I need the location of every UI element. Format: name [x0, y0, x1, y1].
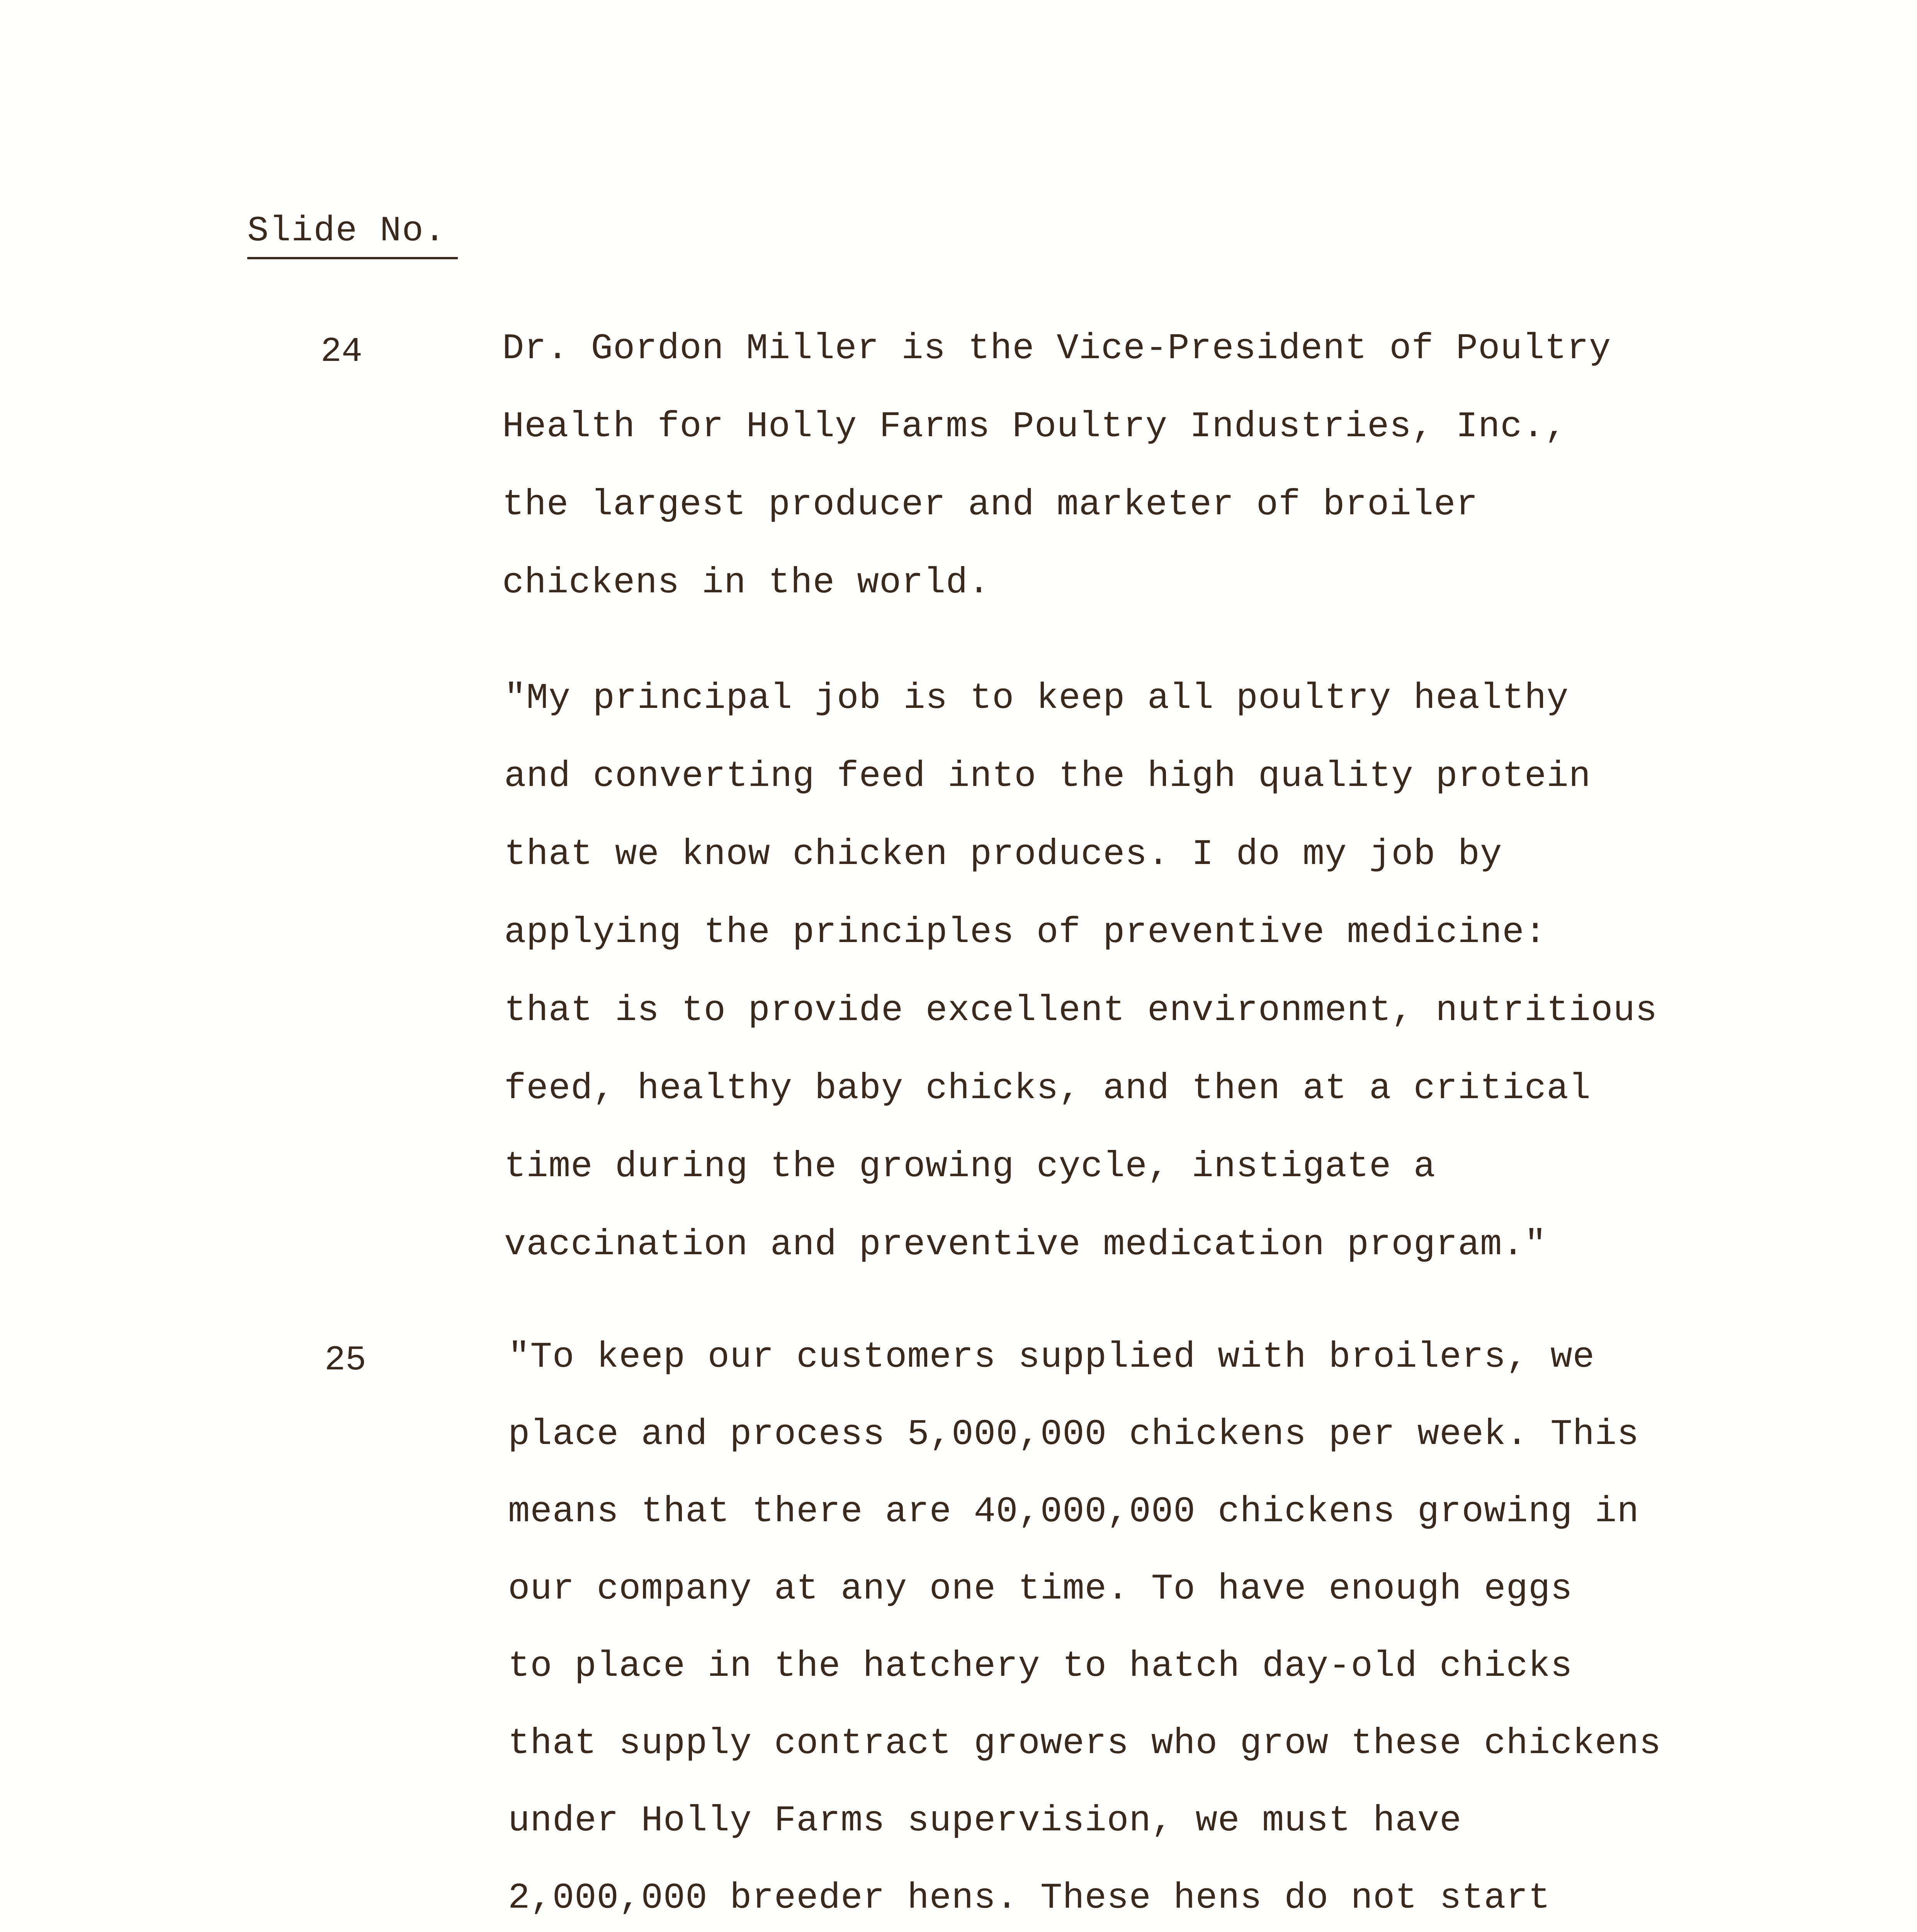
text-line: applying the principles of preventive medicine: — [504, 912, 1547, 953]
text-line: "To keep our customers supplied with broilers, we — [508, 1337, 1595, 1378]
text-line: feed, healthy baby chicks, and then at a critical — [504, 1068, 1591, 1109]
header-underline — [247, 257, 458, 259]
text-line: vaccination and preventive medication program." — [504, 1225, 1547, 1265]
text-line: 2,000,000 breeder hens. These hens do not start — [508, 1878, 1551, 1919]
text-line: our company at any one time. To have enough eggs — [508, 1569, 1573, 1610]
slide-number-25: 25 — [325, 1341, 367, 1380]
text-line: means that there are 40,000,000 chickens growing in — [508, 1492, 1639, 1532]
text-line: the largest producer and marketer of broiler — [502, 485, 1479, 526]
text-line: to place in the hatchery to hatch day-old chicks — [508, 1646, 1573, 1687]
text-line: time during the growing cycle, instigate a — [504, 1146, 1436, 1187]
text-line: Health for Holly Farms Poultry Industries, Inc., — [502, 406, 1567, 447]
text-line: under Holly Farms supervision, we must have — [508, 1801, 1462, 1842]
text-line: Dr. Gordon Miller is the Vice-President of Poultry — [502, 328, 1611, 369]
text-line: that is to provide excellent environment, nutritious — [504, 990, 1658, 1031]
text-line: that we know chicken produces. I do my job by — [504, 834, 1502, 875]
text-line: that supply contract growers who grow these chickens — [508, 1723, 1662, 1764]
text-line: place and process 5,000,000 chickens per week. This — [508, 1414, 1639, 1455]
text-line: and converting feed into the high quality protein — [504, 756, 1591, 797]
slide-number-24: 24 — [321, 332, 363, 372]
slide-number-header: Slide No. — [247, 211, 446, 251]
text-line: "My principal job is to keep all poultry healthy — [504, 678, 1569, 719]
text-line: chickens in the world. — [502, 563, 991, 604]
